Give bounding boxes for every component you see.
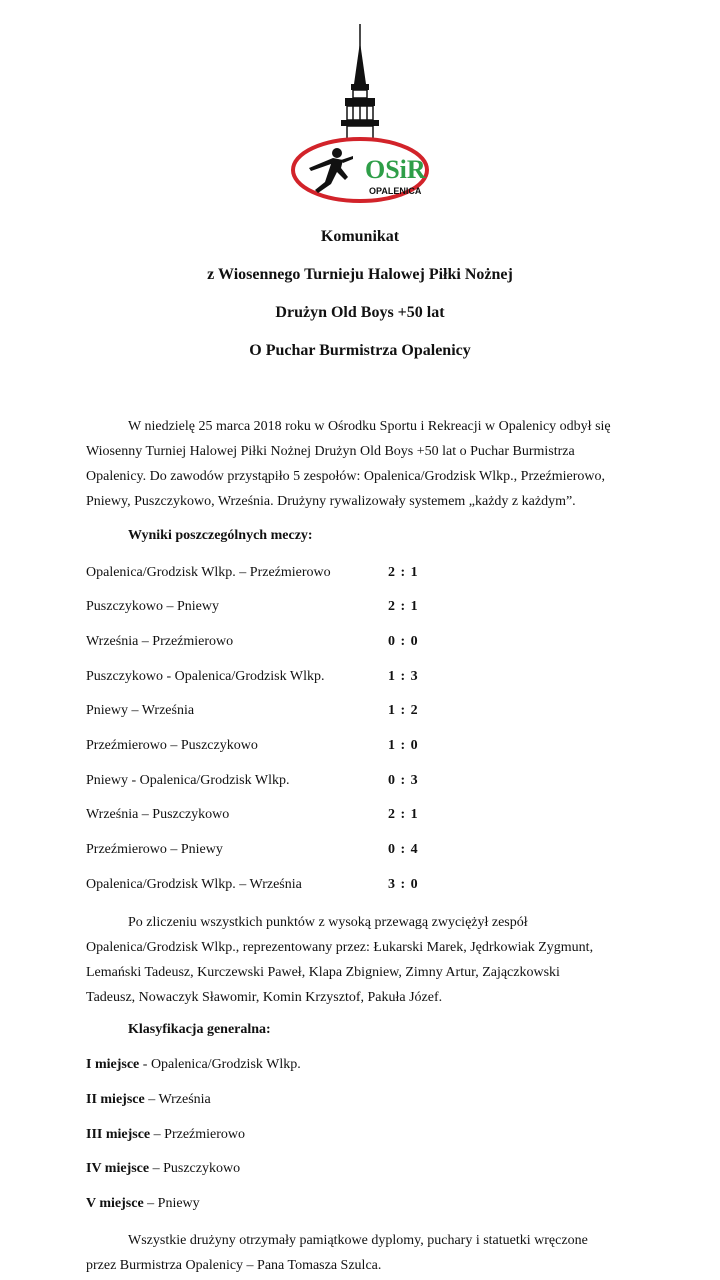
match-score: 1 : 0: [388, 738, 419, 753]
match-score: 0 : 0: [388, 634, 419, 649]
osir-opalenica-logo: [285, 22, 435, 207]
classification-heading: Klasyfikacja generalna:: [128, 1022, 271, 1037]
classification-item: V miejsce – Pniewy: [86, 1196, 200, 1211]
match-row: Przeźmierowo – Pniewy 0 : 4: [86, 842, 419, 857]
match-score: 3 : 0: [388, 877, 419, 892]
match-score: 2 : 1: [388, 565, 419, 580]
match-row: Opalenica/Grodzisk Wlkp. – Września 3 : 0: [86, 877, 419, 892]
match-row: Pniewy - Opalenica/Grodzisk Wlkp. 0 : 3: [86, 773, 419, 788]
match-score: 2 : 1: [388, 807, 419, 822]
match-row: Opalenica/Grodzisk Wlkp. – Przeźmierowo 2 : 1: [86, 565, 419, 580]
heading-komunikat: Komunikat: [320, 228, 400, 245]
classification-item: IV miejsce – Puszczykowo: [86, 1161, 241, 1176]
classification-item: II miejsce – Września: [86, 1092, 211, 1107]
match-row: Puszczykowo - Opalenica/Grodzisk Wlkp. 1 : 3: [86, 669, 419, 684]
heading-tournament: z Wiosennego Turnieju Halowej Piłki Nożnej: [207, 266, 513, 283]
match-score: 0 : 3: [388, 773, 419, 788]
winner-paragraph: Po zliczeniu wszystkich punktów z wysoką przewagą zwyciężył zespół Opalenica/Grodzisk Wlkp., reprezentowany przez: Łukarski Marek, Jędrkowiak Zygmunt, Lemański Tadeusz, Kurczewski Paweł, Klapa Zbigniew, Zimny Artur, Zajączkowski Tadeusz, Nowaczyk Sławomir, Komin Krzysztof, Pakuła Józef.: [86, 915, 594, 1005]
match-score: 1 : 3: [388, 669, 419, 684]
intro-paragraph: W niedzielę 25 marca 2018 roku w Ośrodku Sportu i Rekreacji w Opalenicy odbył się Wiosenny Turniej Halowej Piłki Nożnej Drużyn Old Boys +50 lat o Puchar Burmistrza Opalenicy. Do zawodów przystąpiło 5 zespołów: Opalenica/Grodzisk Wlkp., Przeźmierowo, Pniewy, Puszczykowo, Września. Drużyny rywalizowały systemem „każdy z każdym”.: [86, 419, 611, 509]
match-row: Września – Przeźmierowo 0 : 0: [86, 634, 419, 649]
heading-cup: O Puchar Burmistrza Opalenicy: [249, 342, 471, 359]
match-score: 2 : 1: [388, 599, 419, 614]
classification-item: III miejsce – Przeźmierowo: [86, 1127, 246, 1142]
heading-teams: Drużyn Old Boys +50 lat: [275, 304, 445, 321]
match-score: 0 : 4: [388, 842, 419, 857]
logo-subtext: OPALENICA: [369, 186, 422, 196]
closing-paragraph: Wszystkie drużyny otrzymały pamiątkowe dyplomy, puchary i statuetki wręczone przez Burmistrza Opalenicy – Pana Tomasza Szulca.: [86, 1233, 588, 1273]
match-row: Pniewy – Września 1 : 2: [86, 703, 419, 718]
logo-osir-text: OSiR: [365, 155, 426, 184]
results-heading: Wyniki poszczególnych meczy:: [128, 528, 313, 543]
match-row: Września – Puszczykowo 2 : 1: [86, 807, 419, 822]
tower-icon: [341, 24, 379, 150]
match-score: 1 : 2: [388, 703, 419, 718]
match-row: Przeźmierowo – Puszczykowo 1 : 0: [86, 738, 419, 753]
classification-item: I miejsce - Opalenica/Grodzisk Wlkp.: [86, 1057, 301, 1072]
match-row: Puszczykowo – Pniewy 2 : 1: [86, 599, 419, 614]
